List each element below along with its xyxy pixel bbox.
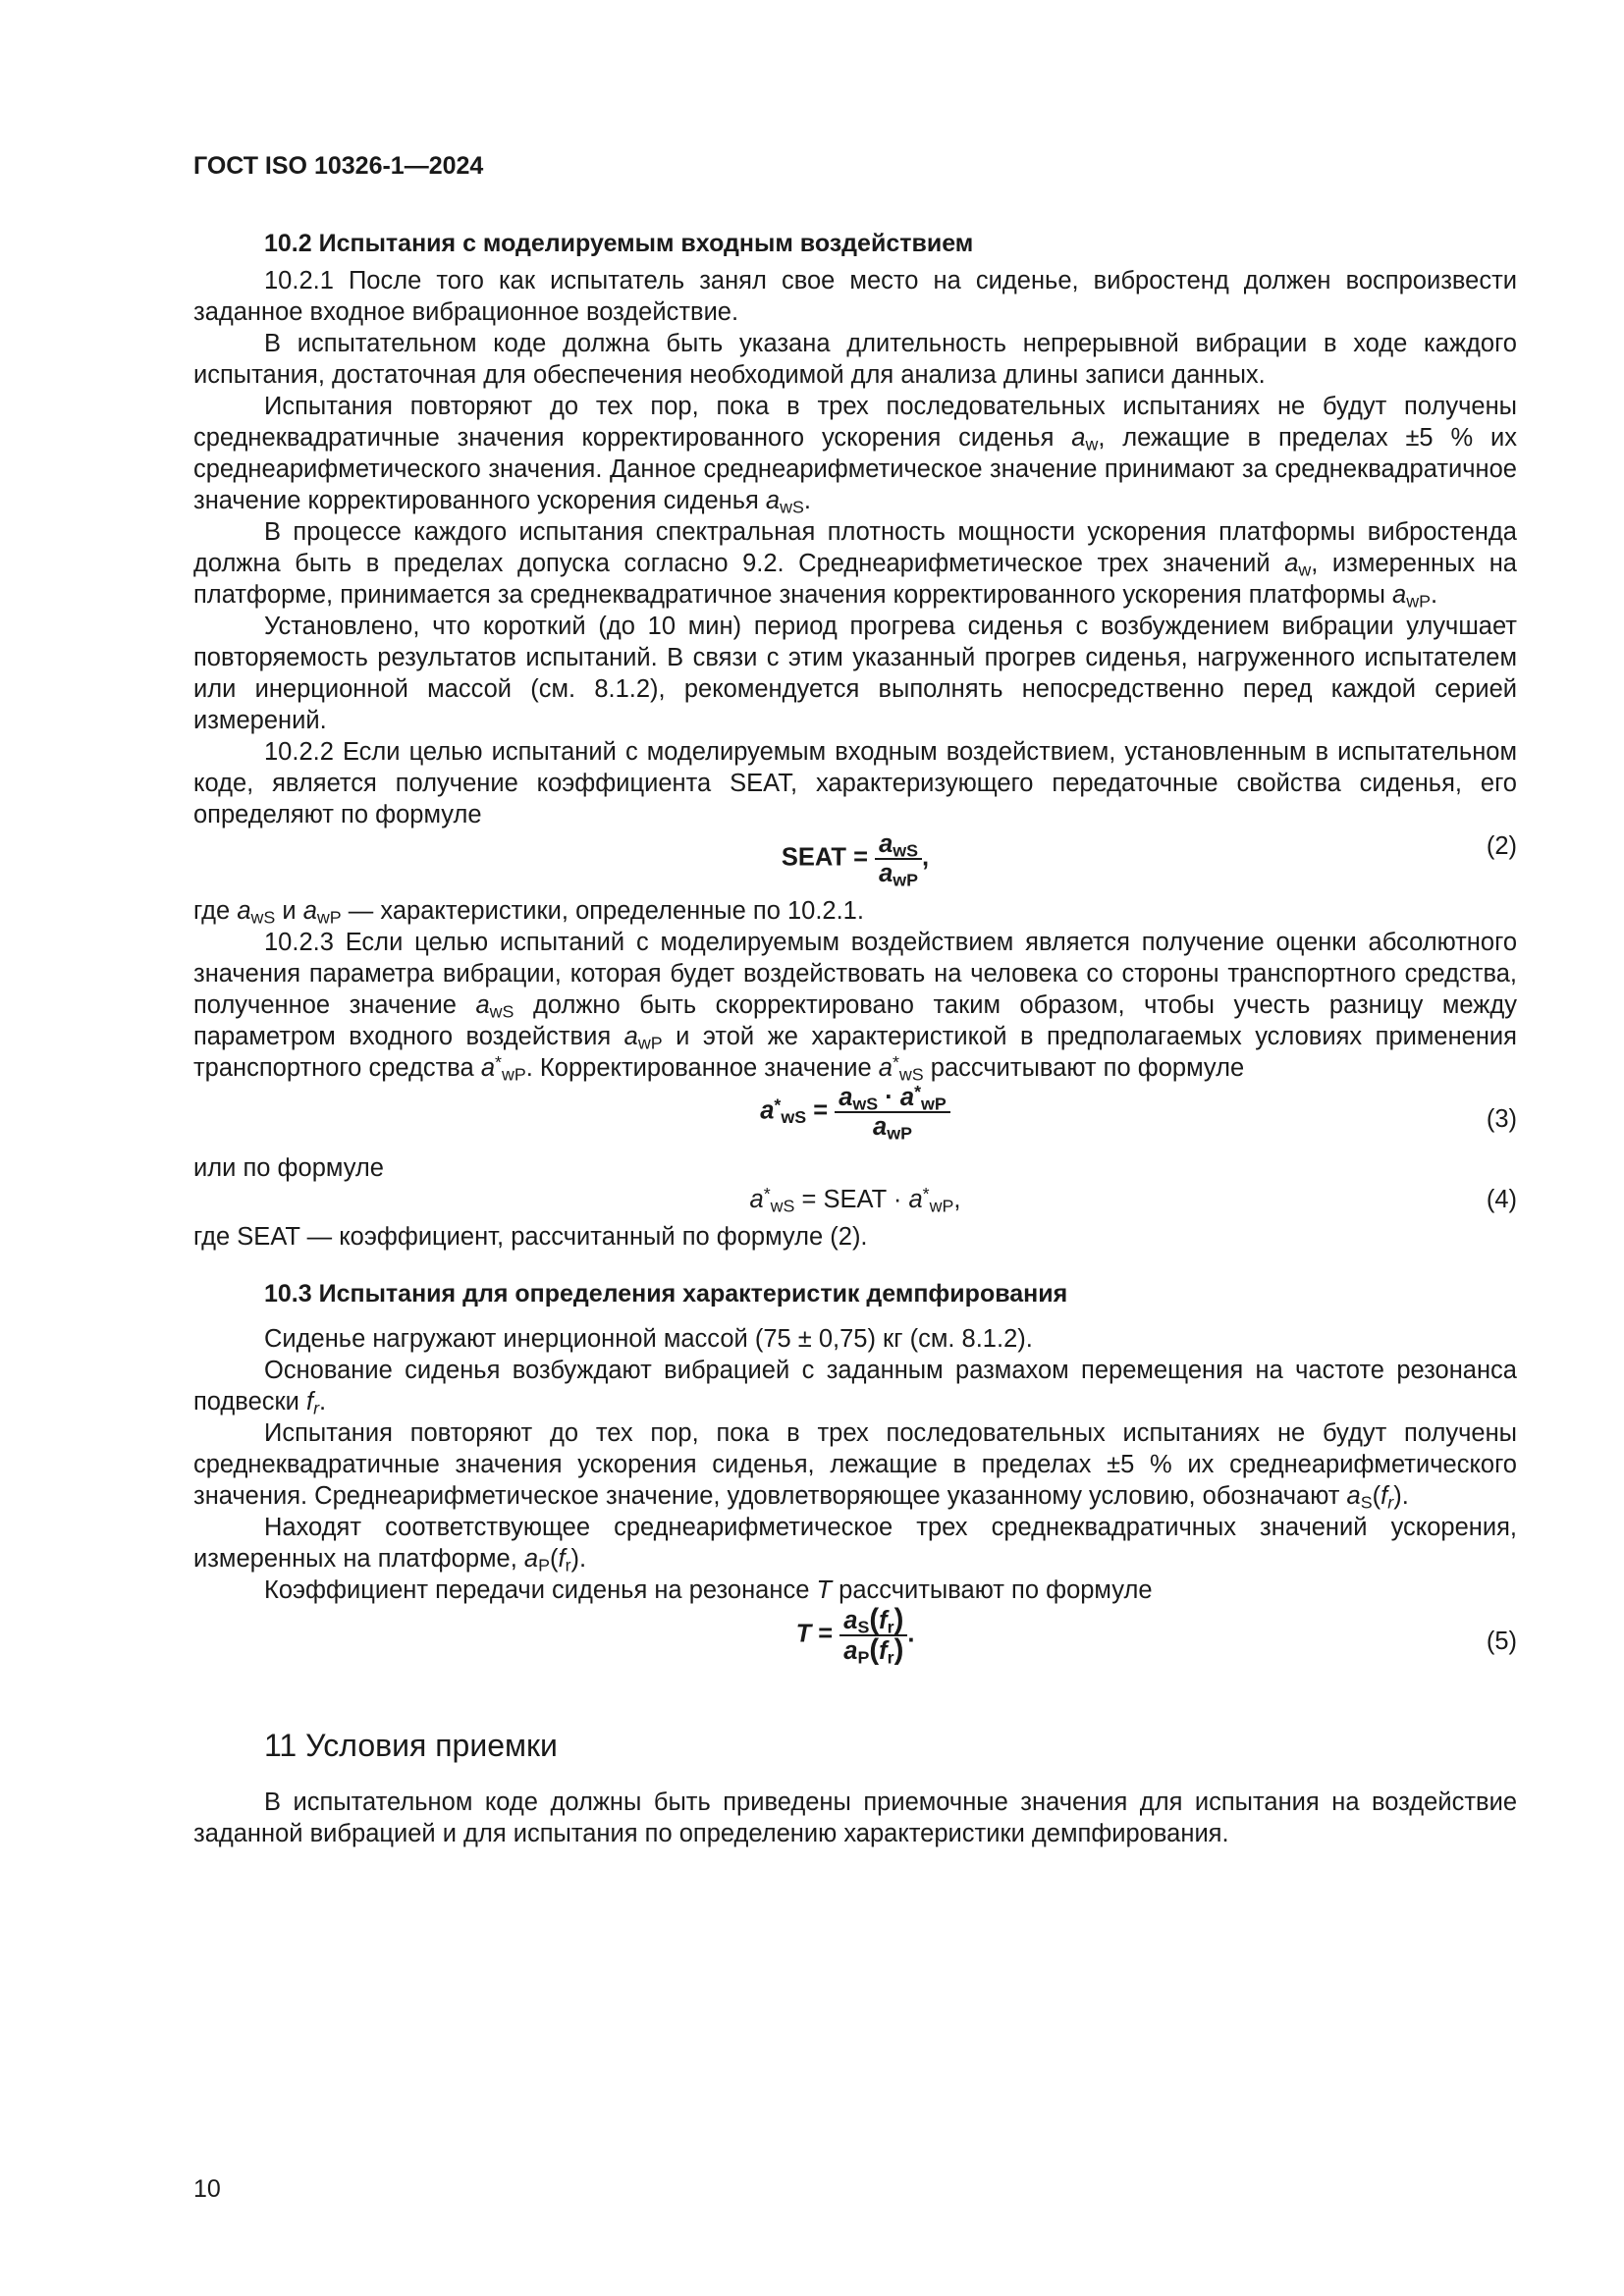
paragraph-where-seat: где SEAT — коэффициент, рассчитанный по формуле (2). (193, 1223, 868, 1251)
paragraph-10-2-3: 10.2.3 Если целью испытаний с моделируемым воздействием является получение оценки абсолютного значения параметра вибрации, которая будет воздействовать на человека со стороны транспортного средства, полученное значение $a_{wS}$ должно быть скорректировано таким образом, чтобы учесть разницу между параметром входного воздействия $a_{wP}$ и этой же характеристикой в предполагаемых условиях применения транспортного средства $a^*_{wP}$. Корректированное значение $a^*_{wS}$ рассчитывают по формуле (193, 929, 1517, 1085)
equation-3-number: (3) (1486, 1105, 1517, 1133)
paragraph-duration: В испытательном коде должна быть указана длительность непрерывной вибрации в ходе каждого испытания, достаточная для обеспечения необходимой для анализа длины записи данных. (193, 330, 1517, 389)
document-header: ГОСТ ISO 10326-1—2024 (193, 152, 484, 180)
section-10-2-title: 10.2 Испытания с моделируемым входным воздействием (264, 230, 974, 257)
paragraph-inertial-mass: Сиденье нагружают инерционной массой (75 ± 0,75) кг (см. 8.1.2). (264, 1325, 1033, 1353)
paragraph-where-2: где $a_{wS}$ и $a_{wP}$ — характеристики, определенные по 10.2.1. (193, 897, 864, 928)
equation-2-number: (2) (1486, 832, 1517, 860)
paragraph-platform-mean: Находят соответствующее среднеарифметическое трех среднеквадратичных значений ускорения, измеренных на платформе, $a_P(f_r)$. (193, 1514, 1517, 1575)
paragraph-warmup: Установлено, что короткий (до 10 мин) период прогрева сиденья с возбуждением вибрации улучшает повторяемость результатов испытаний. В связи с этим указанный прогрев сиденья, нагруженного испытателем или инерционной массой (см. 8.1.2), рекомендуется выполнять непосредственно перед каждой серией измерений. (193, 613, 1517, 734)
paragraph-10-2-2: 10.2.2 Если целью испытаний с моделируемым входным воздействием, установленным в испытательном коде, является получение коэффициента SEAT, характеризующего передаточные свойства сиденья, его определяют по формуле (193, 738, 1517, 828)
paragraph-10-2-1: 10.2.1 После того как испытатель занял свое место на сиденье, вибростенд должен воспроизвести заданное входное вибрационное воздействие. (193, 267, 1517, 326)
paragraph-platform-psd: В процессе каждого испытания спектральная плотность мощности ускорения платформы вибростенда должна быть в пределах допуска согласно 9.2. Среднеарифметическое трех значений $a_w$, измеренных на платформе, принимается за среднеквадратичное значения корректированного ускорения платформы $a_{wP}$. (193, 518, 1517, 612)
equation-2 (193, 830, 1517, 895)
equation-5-number: (5) (1486, 1628, 1517, 1655)
equation-5-body: T = $\frac{a_S(f_r)}{a_P(f_r)}$ . (795, 1603, 915, 1668)
equation-4-number: (4) (1486, 1186, 1517, 1213)
paragraph-repeat-damping: Испытания повторяют до тех пор, пока в трех последовательных испытаниях не будут получены среднеквадратичные значения ускорения сиденья, лежащие в пределах ±5 % их среднеарифметического значения. Среднеарифметическое значение, удовлетворяющее указанному условию, обозначают $a_S(f_r)$. (193, 1419, 1517, 1513)
section-11-title: 11 Условия приемки (264, 1728, 558, 1763)
page-number: 10 (193, 2175, 221, 2203)
equation-5 (193, 1603, 1517, 1675)
equation-4 (193, 1184, 1517, 1221)
section-10-3-title: 10.3 Испытания для определения характеристик демпфирования (264, 1280, 1068, 1308)
paragraph-repeat-tests: Испытания повторяют до тех пор, пока в трех последовательных испытаниях не будут получены среднеквадратичные значения корректированного ускорения сиденья $a_w$, лежащие в пределах ±5 % их среднеарифметического значения. Данное среднеарифметическое значение принимают за среднеквадратичное значение корректированного ускорения сиденья $a_{wS}$. (193, 393, 1517, 517)
paragraph-base-excitation: Основание сиденья возбуждают вибрацией с заданным размахом перемещения на частоте резонанса подвески $f_r$. (193, 1357, 1517, 1418)
equation-2-body: SEAT = $\frac{a_{wS}}{a_{wP}}$ , (781, 830, 930, 890)
paragraph-acceptance: В испытательном коде должны быть приведены приемочные значения для испытания на воздействие заданной вибрацией и для испытания по определению характеристики демпфирования. (193, 1789, 1517, 1847)
paragraph-transmission-coef: Коэффициент передачи сиденья на резонансе T рассчитывают по формуле (264, 1576, 1153, 1604)
equation-4-body: $a^*_{wS}$ = SEAT · $a^*_{wP}$, (749, 1183, 961, 1216)
equation-3 (193, 1081, 1517, 1152)
page-content (193, 228, 1517, 1849)
paragraph-or-formula: или по формуле (193, 1154, 384, 1182)
equation-3-body: $a^*_{wS}$ = $\frac{a_{wS} \cdot a^*_{wP}}{a_{wP}}$ (193, 1084, 1517, 1141)
